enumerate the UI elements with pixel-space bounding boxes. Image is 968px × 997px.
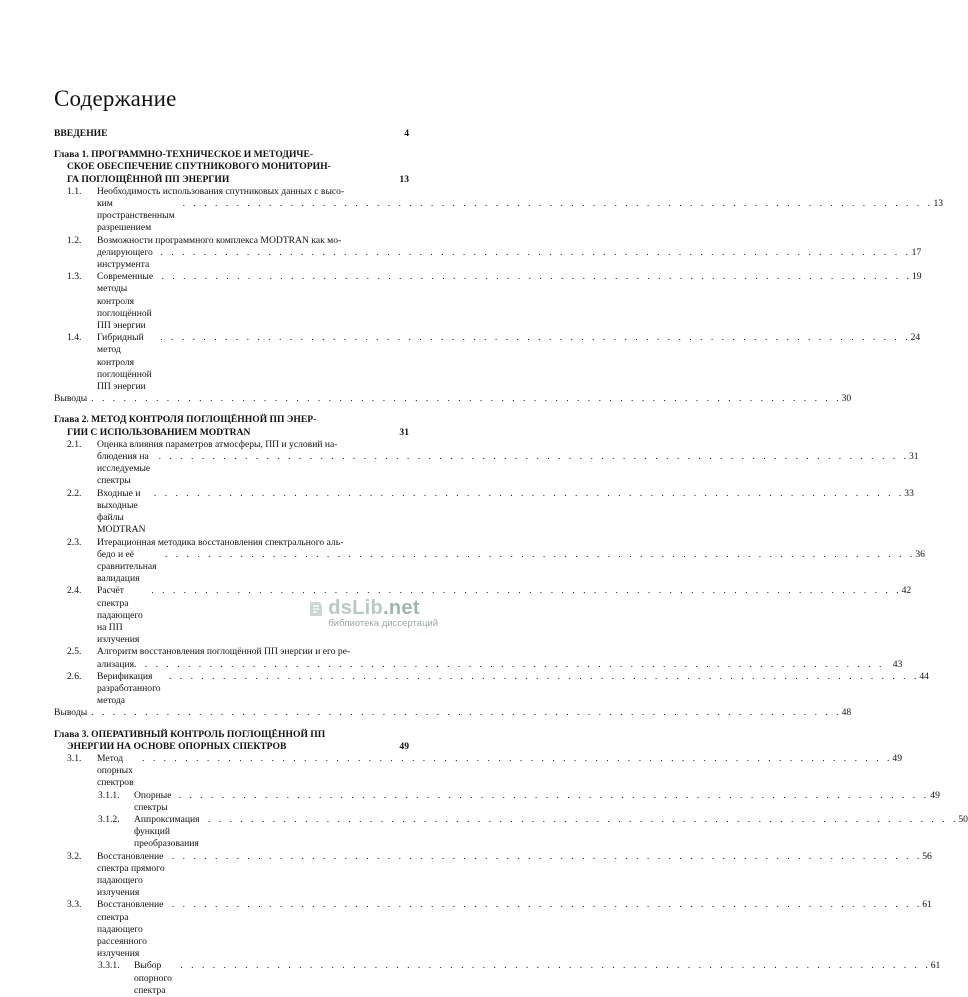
leader-dots	[169, 671, 919, 708]
section-title: Необходимость использования спутниковых данных с высо-	[97, 185, 345, 197]
section-title-cont: ким пространственным разрешением	[97, 198, 175, 234]
leader-dots	[208, 814, 958, 851]
watermark-brand	[328, 597, 438, 620]
subsection-page: 50	[958, 813, 968, 825]
section-number: 3.1.	[67, 752, 82, 764]
toc-subsection[interactable]	[98, 789, 940, 814]
leader-dots	[180, 960, 930, 997]
toc-section[interactable]	[67, 670, 929, 708]
section-title: Современные методы контроля поглощённой ПП энергии	[97, 271, 154, 332]
section-number: 2.1.	[67, 438, 82, 450]
section-title: Входные и выходные файлы MODTRAN	[97, 487, 146, 536]
section-page: 33	[904, 487, 914, 499]
chapter-1-line-2: СКОЕ ОБЕСПЕЧЕНИЕ СПУТНИКОВОГО МОНИТОРИН-	[67, 161, 331, 173]
chapter-3-line-2: ЭНЕРГИИ НА ОСНОВЕ ОПОРНЫХ СПЕКТРОВ	[67, 740, 287, 752]
leader-dots	[151, 585, 901, 646]
dslib-watermark[interactable]	[328, 597, 438, 629]
toc-section[interactable]	[67, 850, 932, 900]
chapter-1-line-1: Глава 1. ПРОГРАММНО-ТЕХНИЧЕСКОЕ И МЕТОДИЧЕ-	[54, 149, 314, 161]
toc-section[interactable]	[67, 185, 944, 235]
chapter-1-page: 13	[399, 173, 409, 185]
section-title: Итерационная методика восстановления спектрального аль-	[97, 536, 344, 548]
watermark-brand-name: dsLib	[328, 597, 384, 619]
section-number: 2.2.	[67, 487, 82, 499]
section-number: 2.6.	[67, 670, 82, 682]
leader-dots	[154, 488, 904, 537]
dslib-logo-icon	[308, 600, 324, 618]
section-number: 1.1.	[67, 185, 82, 197]
section-page: 44	[919, 670, 929, 682]
toc-chapter-1[interactable]	[54, 149, 409, 186]
section-page: 36	[915, 548, 925, 560]
section-title-cont: ализация	[97, 658, 134, 670]
section-page: 42	[901, 585, 912, 597]
section-title-cont: делирующего инструмента	[97, 246, 153, 271]
conclusions-label: Выводы	[54, 393, 88, 405]
toc-section[interactable]	[67, 234, 922, 272]
subsection-number: 3.1.1.	[98, 789, 120, 801]
page-title: Содержание	[54, 86, 177, 111]
conclusions-label: Выводы	[54, 707, 88, 719]
section-page: 24	[910, 332, 921, 344]
section-title: Верификация разработанного метода	[97, 670, 161, 707]
section-title: Гибридный метод контроля поглощённой ПП энергии	[97, 332, 152, 393]
subsection-title: Выбор опорного спектра	[134, 960, 172, 996]
leader-dots	[172, 899, 922, 960]
toc-section[interactable]	[67, 899, 932, 960]
toc-conclusions[interactable]	[54, 393, 852, 405]
toc-conclusions[interactable]	[54, 707, 852, 719]
leader-dots	[134, 659, 884, 671]
section-number: 1.4.	[67, 332, 82, 344]
conclusions-page: 30	[841, 393, 852, 405]
leader-dots	[91, 393, 841, 405]
toc-section[interactable]	[67, 438, 919, 488]
section-title: Алгоритм восстановления поглощённой ПП энергии и его ре-	[97, 646, 351, 658]
toc-section[interactable]	[67, 487, 914, 537]
subsection-number: 3.1.2.	[98, 813, 120, 825]
toc-section[interactable]	[67, 752, 903, 790]
toc-intro-label: ВВЕДЕНИЕ	[54, 128, 108, 139]
section-title: Метод опорных спектров	[97, 752, 134, 789]
section-page: 61	[922, 899, 932, 911]
toc-section[interactable]	[67, 646, 903, 670]
section-title: Оценка влияния параметров атмосферы, ПП и условий на-	[97, 438, 338, 450]
section-page: 49	[892, 752, 903, 764]
leader-dots	[160, 332, 910, 393]
section-page: 43	[892, 658, 903, 670]
leader-dots	[161, 247, 911, 271]
toc-intro-page: 4	[404, 128, 409, 139]
leader-dots	[165, 549, 915, 586]
chapter-1-line-3: ГА ПОГЛОЩЁННОЙ ПП ЭНЕРГИИ	[67, 173, 230, 185]
conclusions-page: 48	[841, 707, 852, 719]
table-of-contents	[54, 128, 968, 997]
chapter-3-line-1: Глава 3. ОПЕРАТИВНЫЙ КОНТРОЛЬ ПОГЛОЩЁННОЙ ПП	[54, 728, 326, 740]
section-title-cont: блюдения на исследуемые спектры	[97, 451, 151, 487]
watermark-brand-tld: .net	[383, 597, 420, 619]
section-number: 1.3.	[67, 271, 82, 283]
chapter-2-line-1: Глава 2. МЕТОД КОНТРОЛЯ ПОГЛОЩЁННОЙ ПП ЭНЕР-	[54, 414, 317, 426]
subsection-page: 61	[930, 960, 941, 972]
section-number: 2.5.	[67, 646, 82, 658]
toc-section[interactable]	[67, 332, 921, 393]
section-title: Восстановление спектра падающего рассеянного излучения	[97, 899, 164, 960]
subsection-page: 49	[930, 789, 940, 801]
section-number: 2.3.	[67, 536, 82, 548]
toc-section[interactable]	[67, 271, 922, 332]
toc-subsection[interactable]	[98, 813, 968, 851]
leader-dots	[179, 790, 929, 814]
toc-section[interactable]	[67, 536, 925, 586]
toc-subsection[interactable]	[98, 960, 941, 997]
chapter-3-page: 49	[399, 740, 409, 752]
leader-dots	[183, 198, 933, 235]
section-page: 17	[911, 246, 922, 258]
toc-chapter-3[interactable]	[54, 729, 409, 753]
leader-dots	[142, 753, 892, 790]
toc-intro[interactable]	[54, 128, 409, 140]
toc-chapter-2[interactable]	[54, 414, 409, 438]
leader-dots	[172, 851, 922, 900]
subsection-title: Опорные спектры	[134, 789, 172, 813]
chapter-2-line-2: ГИИ С ИСПОЛЬЗОВАНИЕМ MODTRAN	[67, 426, 251, 438]
section-page: 19	[911, 271, 922, 283]
section-number: 2.4.	[67, 585, 82, 597]
chapter-2-page: 31	[399, 426, 409, 438]
section-page: 56	[922, 850, 932, 862]
section-title-cont: бедо и её сравнительная валидация	[97, 548, 157, 585]
leader-dots	[162, 271, 912, 332]
subsection-title: Аппроксимация функций преобразования	[134, 813, 200, 850]
section-number: 3.2.	[67, 850, 82, 862]
section-title: Восстановление спектра прямого падающего излучения	[97, 850, 165, 899]
watermark-subtitle: библиотека диссертаций	[328, 618, 438, 629]
leader-dots	[91, 707, 841, 719]
section-number: 3.3.	[67, 899, 82, 911]
section-title: Возможности программного комплекса MODTRAN как мо-	[97, 234, 342, 246]
subsection-number: 3.3.1.	[98, 960, 120, 972]
leader-dots	[159, 451, 909, 488]
section-page: 13	[933, 198, 944, 210]
section-page: 31	[908, 451, 919, 463]
section-number: 1.2.	[67, 234, 82, 246]
section-title: Расчёт спектра падающего на ПП излучения	[97, 585, 143, 646]
